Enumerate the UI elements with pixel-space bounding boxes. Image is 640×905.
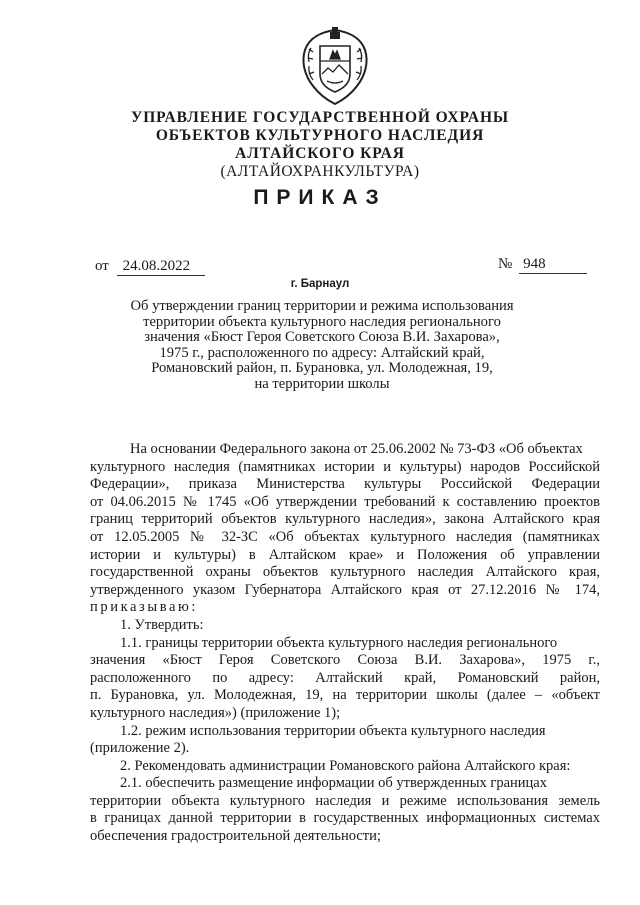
body-line: культурного наследия (памятниках истории и культуры) народов Российской <box>90 458 600 475</box>
body-line: 1.1. границы территории объекта культурного наследия регионального <box>120 634 558 651</box>
body-line: 2. Рекомендовать администрации Романовского района Алтайского края: <box>120 757 571 774</box>
body-line: границ территорий объектов культурного наследия», закона Алтайского края <box>90 511 600 528</box>
document-title <box>120 299 524 393</box>
agency-line: ОБЪЕКТОВ КУЛЬТУРНОГО НАСЛЕДИЯ <box>155 127 485 144</box>
date-prefix: от <box>95 258 109 274</box>
agency-short-name: (АЛТАЙОХРАНКУЛЬТУРА) <box>220 163 420 180</box>
body-line: На основании Федерального закона от 25.06.2002 № 73-ФЗ «Об объектах <box>130 441 583 457</box>
body-line: 1.2. режим использования территории объекта культурного наследия <box>120 722 546 739</box>
number-value: 948 <box>519 256 587 274</box>
title-line: 1975 г., расположенного по адресу: Алтайский край, <box>159 344 485 361</box>
number-prefix: № <box>498 256 513 272</box>
body-line: Федерации», приказа Министерства культуры Российской Федерации <box>90 476 600 493</box>
document-type: ПРИКАЗ <box>253 186 387 209</box>
body-line: государственной охраны объектов культурного наследия Алтайского края, <box>90 564 600 581</box>
document-body <box>90 441 600 846</box>
body-line: п. Бурановка, ул. Молодежная, 19, на территории школы (далее – «объект <box>90 687 600 704</box>
agency-header <box>0 109 640 181</box>
date-value: 24.08.2022 <box>117 258 205 276</box>
coat-of-arms-emblem <box>297 26 373 106</box>
agency-line: АЛТАЙСКОГО КРАЯ <box>235 145 405 162</box>
body-line: обеспечения градостроительной деятельности; <box>90 828 381 845</box>
title-line: Об утверждении границ территории и режима использования <box>130 298 514 314</box>
city: г. Барнаул <box>290 278 350 290</box>
title-line: территории объекта культурного наследия регионального <box>143 313 501 330</box>
body-line: (приложение 2). <box>90 740 190 757</box>
body-line: значения «Бюст Героя Советского Союза В.И. Захарова», 1975 г., <box>90 652 600 669</box>
body-line: от 04.06.2015 № 1745 «Об утверждении требований к составлению проектов <box>90 493 600 510</box>
body-line: территории объекта культурного наследия и режиме использования земель <box>90 792 600 809</box>
body-line: истории и культуры) в Алтайском крае» и Положения об управлении <box>90 546 600 563</box>
title-line: на территории школы <box>254 375 390 392</box>
body-line: 2.1. обеспечить размещение информации об утвержденных границах <box>120 775 547 792</box>
date-field <box>95 258 205 276</box>
body-line: в границах данной территории в государственных информационных системах <box>90 810 600 827</box>
body-line: утвержденного указом Губернатора Алтайского края от 27.12.2016 № 174, <box>90 581 600 598</box>
title-line: Романовский район, п. Бурановка, ул. Молодежная, 19, <box>151 360 493 377</box>
number-field <box>498 256 587 274</box>
agency-line: УПРАВЛЕНИЕ ГОСУДАРСТВЕННОЙ ОХРАНЫ <box>130 109 510 126</box>
body-line: расположенного по адресу: Алтайский край, Романовский район, <box>90 669 600 686</box>
body-line: культурного наследия») (приложение 1); <box>90 704 341 721</box>
body-line: приказываю: <box>90 599 199 616</box>
body-line: 1. Утвердить: <box>120 616 204 633</box>
body-line: от 12.05.2005 № 32-ЗС «Об объектах культурного наследия (памятниках <box>90 528 600 545</box>
title-line: значения «Бюст Героя Советского Союза В.И. Захарова», <box>144 329 500 346</box>
